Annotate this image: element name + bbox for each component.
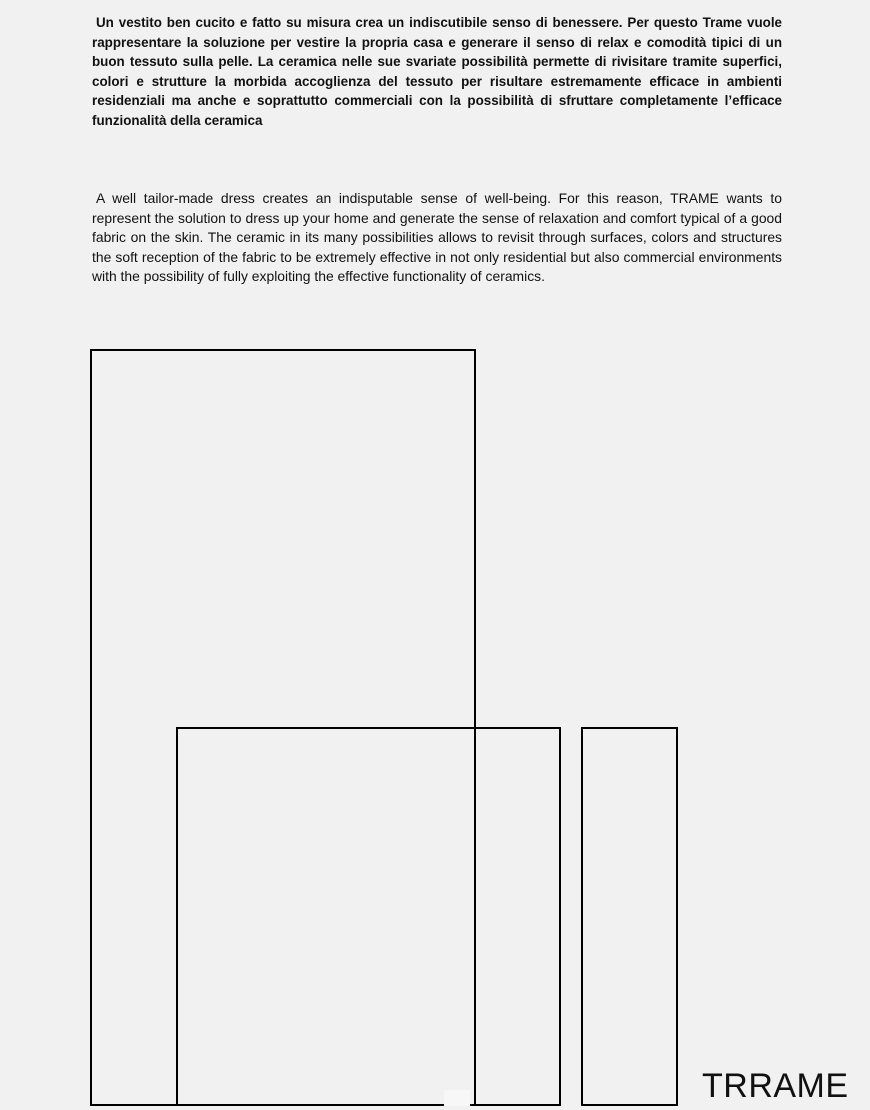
english-description: A well tailor-made dress creates an indisputable sense of well-being. For this reason, TRAME wants to represent the solution to dress up your home and generate the sense of relaxation and comfort typical of a good fabric on the skin. The ceramic in its many possibilities allows to revisit through surfaces, colors and structures the soft reception of the fabric to be extremely effective in not only residential but also commercial environments with the possibility of fully exploiting the effective functionality of ceramics. [92,190,782,285]
narrow-tile-outline [581,727,678,1106]
medium-tile-outline [176,727,561,1106]
italian-description: Un vestito ben cucito e fatto su misura crea un indiscutibile senso di benessere. Per questo Trame vuole rappresentare la soluzione per vestire la propria casa e generare il senso di relax e comodità tipici di un buon tessuto sulla pelle. La ceramica nelle sue svariate possibilità permette di rivisitare tramite superfici, colori e strutture la morbida accoglienza del tessuto per risultare estremamente efficace in ambienti residenziali ma anche e soprattutto commerciali con la possibilità di sfruttare completamente l’efficace funzionalità della ceramica [92,15,782,128]
outline-gap-mark [444,1090,470,1106]
brand-logo: TRRAME [702,1067,849,1105]
